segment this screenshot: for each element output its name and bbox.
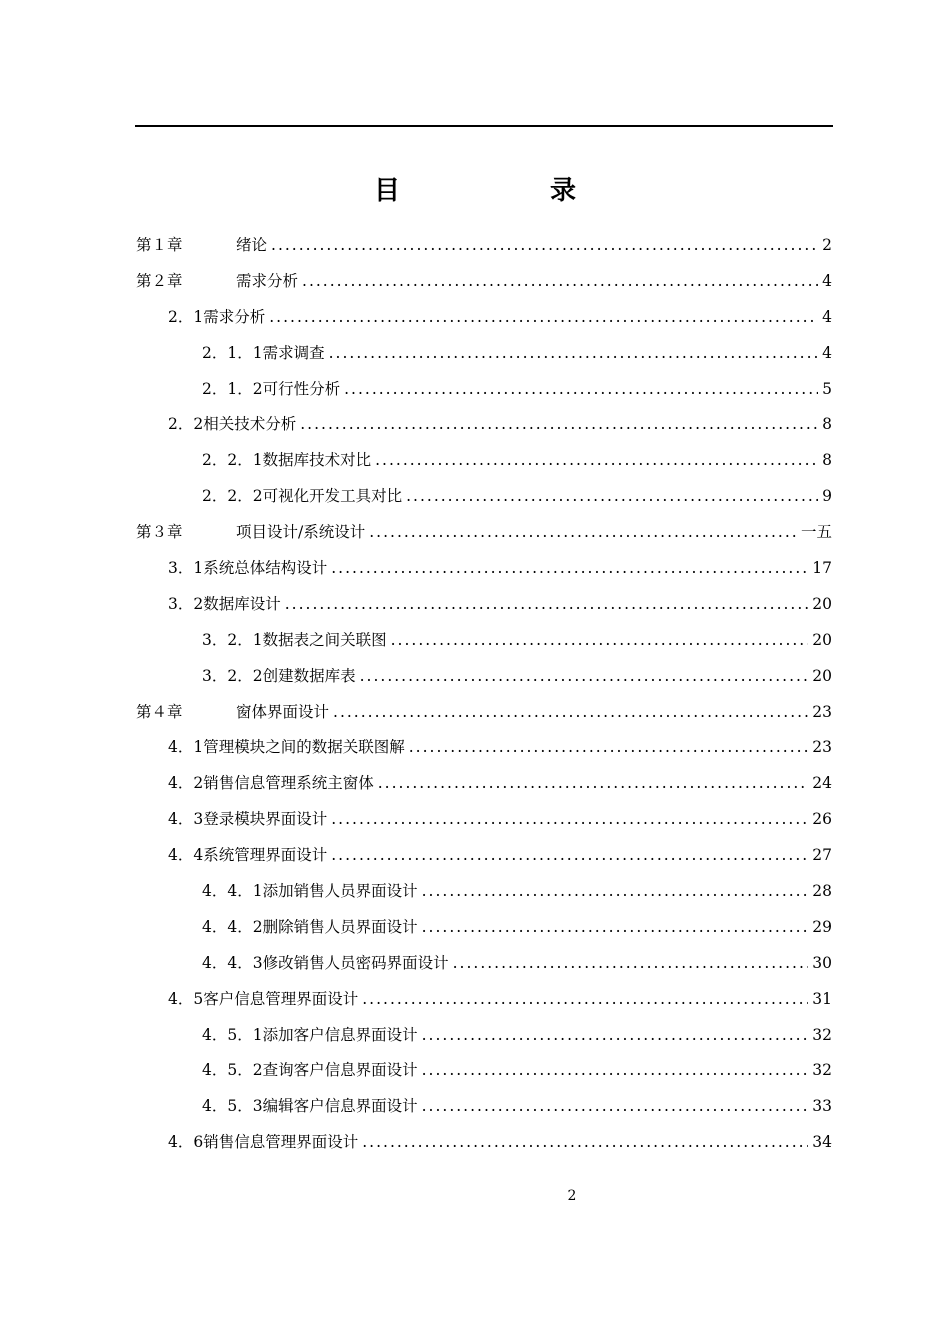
toc-dot-leader xyxy=(333,703,808,721)
toc-entry[interactable] xyxy=(136,843,832,879)
toc-entry[interactable] xyxy=(136,807,832,843)
toc-entry-number: 4．2 xyxy=(168,774,204,793)
toc-entry[interactable] xyxy=(136,1094,832,1130)
toc-entry-page: 4 xyxy=(822,307,832,326)
toc-entry-page: 32 xyxy=(812,1025,832,1044)
toc-entry-title: 编辑客户信息界面设计 xyxy=(262,1097,418,1116)
toc-entry-page: 23 xyxy=(812,702,832,721)
toc-entry-page: 4 xyxy=(822,271,832,290)
toc-entry-title: 可视化开发工具对比 xyxy=(262,487,403,506)
header-rule xyxy=(135,125,833,127)
page-number: 2 xyxy=(567,1188,577,1204)
toc-entry-number: 2．2 xyxy=(168,415,204,434)
toc-entry-title: 修改销售人员密码界面设计 xyxy=(262,953,449,972)
toc-entry-number: 2．2．1 xyxy=(202,451,263,470)
toc-entry-title: 数据库技术对比 xyxy=(262,451,372,470)
toc-entry-page: 31 xyxy=(812,989,832,1008)
toc-dot-leader xyxy=(422,882,809,900)
toc-entry[interactable] xyxy=(136,341,832,377)
toc-dot-leader xyxy=(331,810,808,828)
toc-entry-number: 3．1 xyxy=(168,559,204,578)
toc-entry-number: 2．1．2 xyxy=(202,379,263,398)
toc-entry[interactable] xyxy=(136,305,832,341)
toc-entry-number: 4．6 xyxy=(168,1133,204,1152)
toc-entry-title: 相关技术分析 xyxy=(203,415,297,434)
toc-entry-title: 数据库设计 xyxy=(203,594,281,613)
toc-entry-number: 2．2．2 xyxy=(202,487,263,506)
toc-dot-leader xyxy=(422,1061,809,1079)
toc-entry-title: 绪论 xyxy=(236,236,268,254)
toc-dot-leader xyxy=(300,415,818,433)
toc-entry-page: 32 xyxy=(812,1061,832,1080)
toc-entry-title: 窗体界面设计 xyxy=(236,702,330,721)
toc-dot-leader xyxy=(285,595,809,613)
toc-entry[interactable] xyxy=(136,233,832,269)
toc-entry-number: 2．1 xyxy=(168,307,204,326)
toc-entry[interactable] xyxy=(136,664,832,700)
toc-entry-title: 系统总体结构设计 xyxy=(203,559,328,578)
toc-entry-page: 8 xyxy=(822,451,832,470)
toc-entry-title: 登录模块界面设计 xyxy=(203,810,328,829)
toc-entry-title: 添加销售人员界面设计 xyxy=(262,882,418,901)
toc-entry[interactable] xyxy=(136,1130,832,1166)
toc-dot-leader xyxy=(302,272,818,290)
toc-entry-page: 8 xyxy=(822,415,832,434)
toc-entry-number: 第２章 xyxy=(136,271,183,290)
toc-entry-number: 第３章 xyxy=(136,523,183,542)
toc-entry-number: 4．5．2 xyxy=(202,1061,263,1080)
toc-dot-leader xyxy=(378,774,809,792)
page-title: 目 录 xyxy=(373,176,638,206)
toc-dot-leader xyxy=(375,451,818,469)
toc-entry[interactable] xyxy=(136,448,832,484)
toc-entry-title: 系统管理界面设计 xyxy=(203,846,328,865)
toc-entry-page: 20 xyxy=(812,630,832,649)
toc-entry[interactable] xyxy=(136,377,832,413)
toc-entry-title: 需求分析 xyxy=(236,271,299,290)
toc-entry-number: 4．4．1 xyxy=(202,882,263,901)
toc-entry-number: 第１章 xyxy=(136,236,183,254)
toc-entry-page: 20 xyxy=(812,666,832,685)
toc-dot-leader xyxy=(391,631,809,649)
toc-dot-leader xyxy=(422,918,809,936)
toc-entry-page: 29 xyxy=(812,917,832,936)
toc-entry[interactable] xyxy=(136,771,832,807)
toc-dot-leader xyxy=(331,559,808,577)
toc-entry-number: 第４章 xyxy=(136,702,183,721)
toc-entry[interactable] xyxy=(136,592,832,628)
toc-entry-number: 4．3 xyxy=(168,810,204,829)
toc-entry-number: 3．2．1 xyxy=(202,630,263,649)
toc-entry[interactable] xyxy=(136,915,832,951)
toc-entry[interactable] xyxy=(136,484,832,520)
toc-entry-title: 管理模块之间的数据关联图解 xyxy=(203,738,405,757)
toc-entry[interactable] xyxy=(136,520,832,556)
toc-dot-leader xyxy=(271,236,818,254)
toc-entry-number: 4．5．1 xyxy=(202,1025,263,1044)
toc-dot-leader xyxy=(269,308,818,326)
toc-entry-title: 需求调查 xyxy=(262,343,325,362)
toc-entry-page: 4 xyxy=(822,343,832,362)
toc-entry[interactable] xyxy=(136,700,832,736)
toc-entry-number: 4．4．2 xyxy=(202,917,263,936)
toc-dot-leader xyxy=(422,1097,809,1115)
toc-entry-page: 27 xyxy=(812,846,832,865)
toc-dot-leader xyxy=(362,1133,808,1151)
toc-entry-page: 20 xyxy=(812,594,832,613)
table-of-contents xyxy=(136,233,832,1166)
toc-entry-page: 9 xyxy=(822,487,832,506)
toc-entry-page: 28 xyxy=(812,882,832,901)
toc-entry-title: 客户信息管理界面设计 xyxy=(203,989,359,1008)
toc-entry-title: 删除销售人员界面设计 xyxy=(262,917,418,936)
toc-entry-number: 2．1．1 xyxy=(202,343,263,362)
toc-dot-leader xyxy=(331,846,808,864)
toc-entry-number: 4．5 xyxy=(168,989,204,1008)
toc-entry-title: 添加客户信息界面设计 xyxy=(262,1025,418,1044)
toc-entry-title: 查询客户信息界面设计 xyxy=(262,1061,418,1080)
toc-entry-page: 一五 xyxy=(800,523,832,542)
toc-entry-page: 26 xyxy=(812,810,832,829)
toc-entry-number: 4．4．3 xyxy=(202,953,263,972)
toc-entry-number: 3．2 xyxy=(168,594,204,613)
toc-entry-page: 24 xyxy=(812,774,832,793)
toc-dot-leader xyxy=(329,344,819,362)
toc-dot-leader xyxy=(362,990,808,1008)
toc-entry-page: 23 xyxy=(812,738,832,757)
toc-entry-title: 销售信息管理系统主窗体 xyxy=(203,774,374,793)
toc-entry-title: 数据表之间关联图 xyxy=(262,630,387,649)
toc-dot-leader xyxy=(360,667,809,685)
toc-entry[interactable] xyxy=(136,628,832,664)
toc-entry-page: 33 xyxy=(812,1097,832,1116)
toc-entry[interactable] xyxy=(136,735,832,771)
toc-entry-page: 17 xyxy=(812,559,832,578)
toc-dot-leader xyxy=(453,954,809,972)
toc-entry[interactable] xyxy=(136,1058,832,1094)
toc-entry-title: 项目设计/系统设计 xyxy=(236,523,366,542)
toc-entry[interactable] xyxy=(136,987,832,1023)
toc-dot-leader xyxy=(344,380,818,398)
toc-entry-page: 2 xyxy=(822,236,832,254)
toc-entry-title: 创建数据库表 xyxy=(262,666,356,685)
toc-entry-number: 4．1 xyxy=(168,738,204,757)
toc-entry-page: 34 xyxy=(812,1133,832,1152)
toc-dot-leader xyxy=(406,487,818,505)
toc-dot-leader xyxy=(369,523,797,541)
toc-entry-number: 4．5．3 xyxy=(202,1097,263,1116)
toc-entry-number: 4．4 xyxy=(168,846,204,865)
toc-entry-number: 3．2．2 xyxy=(202,666,263,685)
toc-dot-leader xyxy=(409,738,809,756)
toc-entry-title: 可行性分析 xyxy=(262,379,341,398)
toc-entry[interactable] xyxy=(136,951,832,987)
toc-entry-title: 销售信息管理界面设计 xyxy=(203,1133,359,1152)
toc-entry[interactable] xyxy=(136,879,832,915)
toc-entry-page: 30 xyxy=(812,953,832,972)
toc-entry[interactable] xyxy=(136,1023,832,1059)
toc-entry[interactable] xyxy=(136,556,832,592)
toc-entry[interactable] xyxy=(136,269,832,305)
toc-dot-leader xyxy=(422,1026,809,1044)
toc-entry[interactable] xyxy=(136,412,832,448)
toc-entry-title: 需求分析 xyxy=(203,307,266,326)
toc-entry-page: 5 xyxy=(822,379,832,398)
